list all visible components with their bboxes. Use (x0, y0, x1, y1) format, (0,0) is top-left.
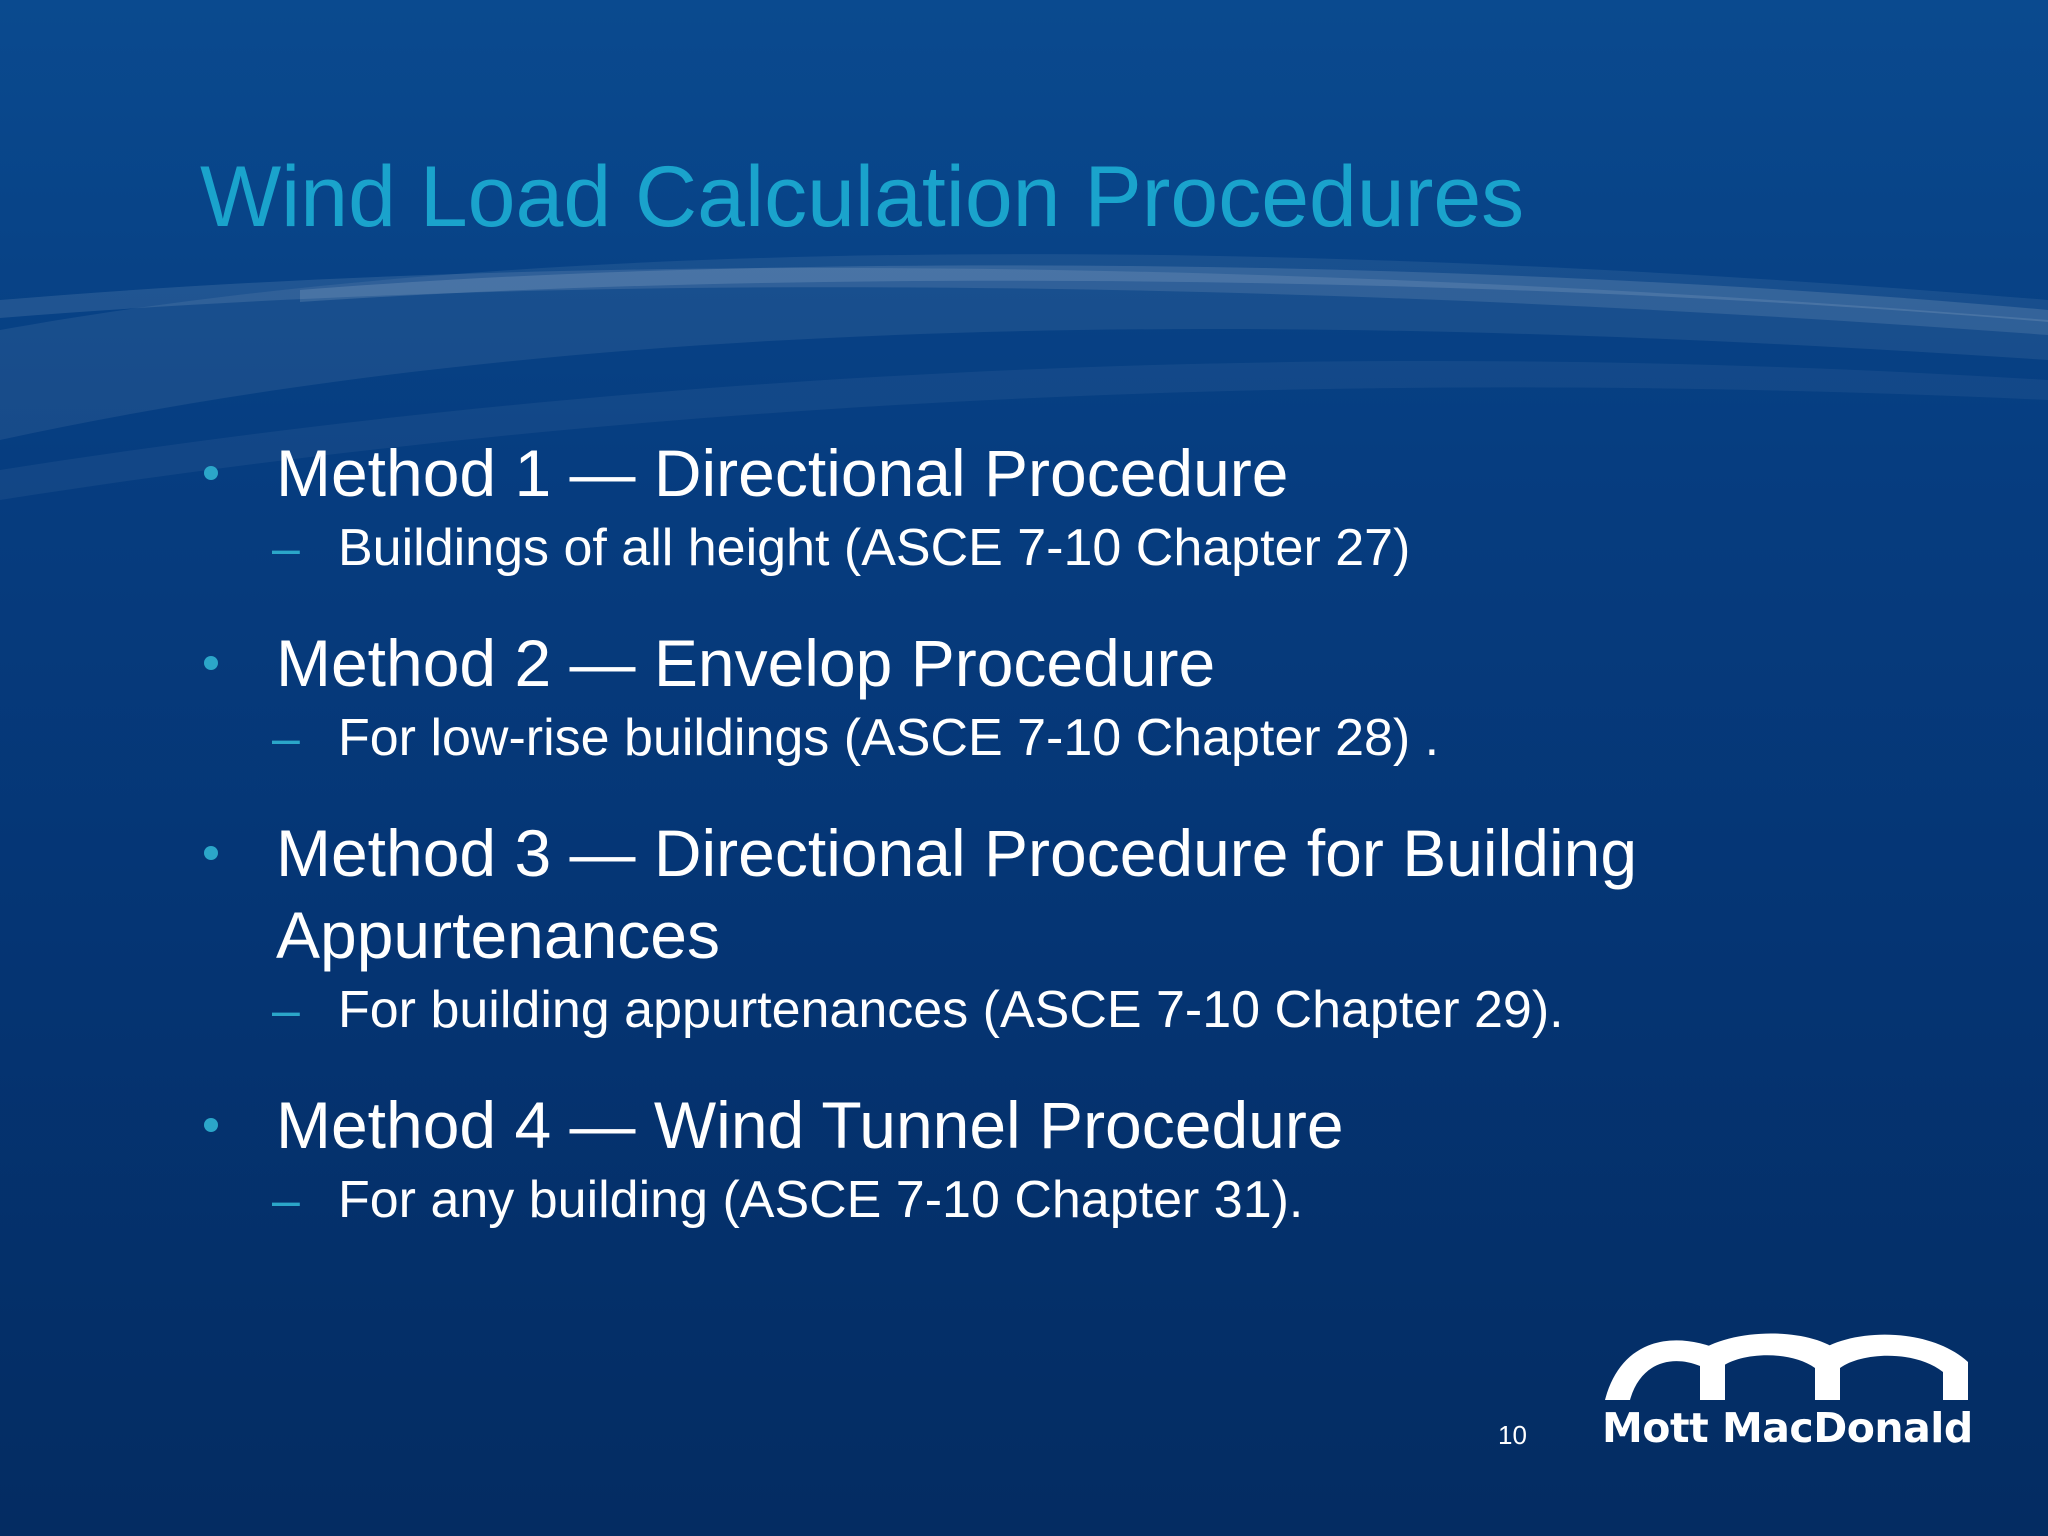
list-item (196, 1084, 1956, 1232)
dash-icon: – (272, 982, 300, 1038)
dash-icon: – (272, 710, 300, 766)
slide-title: Wind Load Calculation Procedures (200, 149, 1525, 245)
bullet-dot-icon (204, 1118, 218, 1132)
method-4-title: Method 4 — Wind Tunnel Procedure (276, 1088, 1344, 1162)
bullet-dot-icon (204, 466, 218, 480)
bullet-list (196, 432, 1956, 1232)
method-2-title: Method 2 — Envelop Procedure (276, 626, 1216, 700)
method-4-detail: For any building (ASCE 7-10 Chapter 31). (338, 1171, 1304, 1229)
list-item (196, 432, 1956, 580)
list-item (196, 622, 1956, 770)
method-3-detail: For building appurtenances (ASCE 7-10 Chapter 29). (338, 981, 1564, 1039)
bullet-dot-icon (204, 656, 218, 670)
method-1-detail: Buildings of all height (ASCE 7-10 Chapter 27) (338, 519, 1411, 577)
dash-icon: – (272, 520, 300, 576)
method-2-detail: For low-rise buildings (ASCE 7-10 Chapter 28) . (338, 709, 1440, 767)
logo-arches-icon (1600, 1322, 1970, 1402)
list-item (196, 812, 1956, 1042)
company-logo (1600, 1322, 1973, 1452)
bullet-dot-icon (204, 846, 218, 860)
method-3-title: Method 3 — Directional Procedure for Building Appurtenances (276, 816, 1638, 972)
dash-icon: – (272, 1172, 300, 1228)
logo-text: Mott MacDonald (1602, 1404, 1973, 1452)
page-number: 10 (1498, 1420, 1527, 1450)
method-1-title: Method 1 — Directional Procedure (276, 436, 1289, 510)
